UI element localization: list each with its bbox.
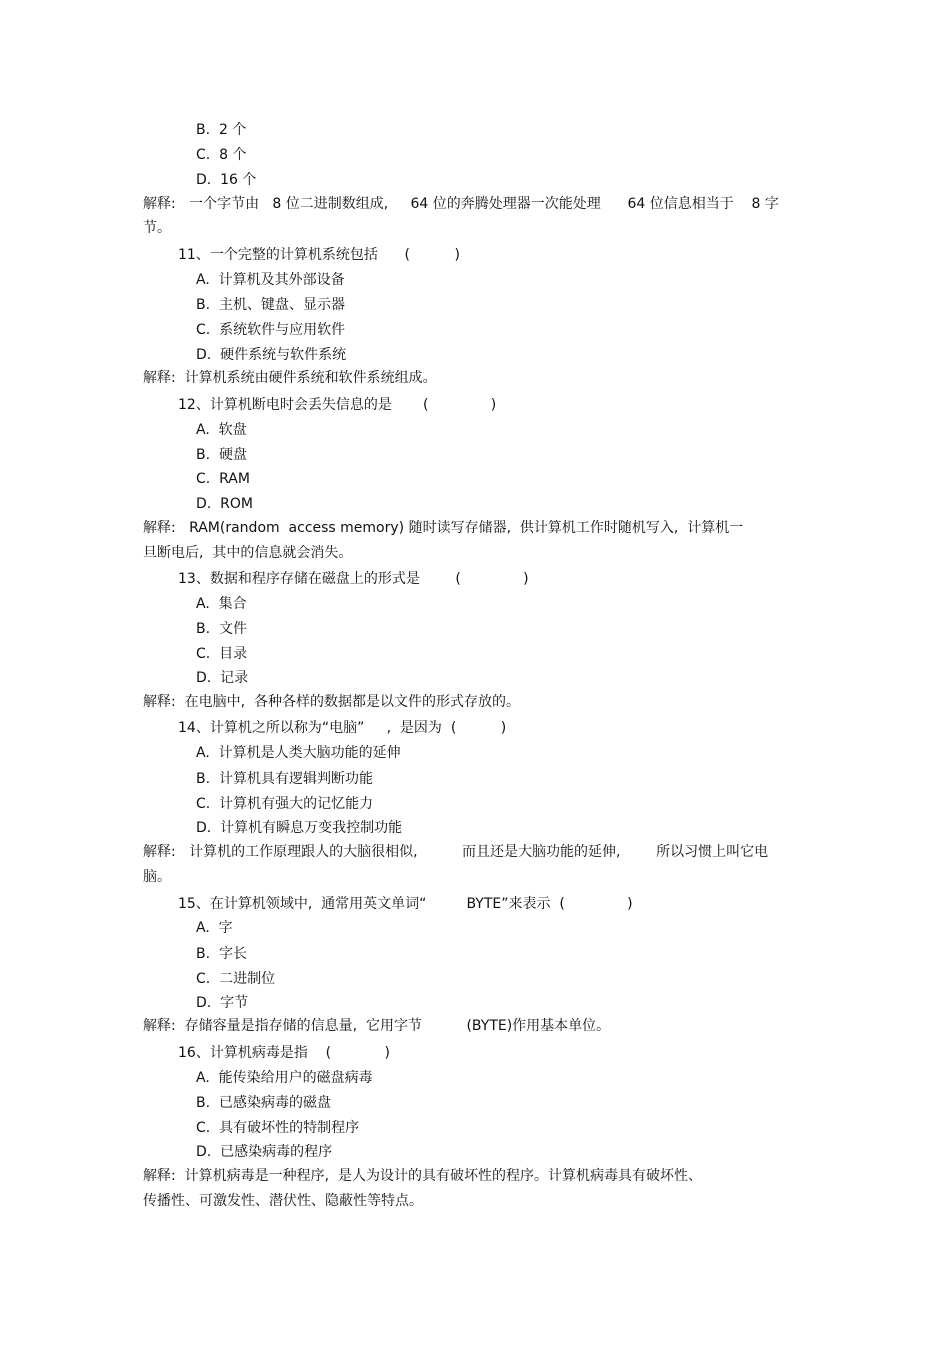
option-line: D. 硬件系统与软件系统	[196, 347, 347, 363]
option-line: D. 记录	[196, 670, 249, 686]
option-line: B. 已感染病毒的磁盘	[196, 1095, 331, 1111]
explanation-line: 解释: 一个字节由 8 位二进制数组成, 64 位的奔腾处理器一次能处理 64 位信息相当于 8 字	[143, 196, 779, 212]
option-line: B. 字长	[196, 946, 247, 962]
option-line: D. ROM	[196, 496, 253, 512]
option-line: C. RAM	[196, 471, 250, 487]
option-line: D. 已感染病毒的程序	[196, 1144, 333, 1160]
option-line: A. 字	[196, 920, 233, 936]
option-line: B. 计算机具有逻辑判断功能	[196, 771, 373, 787]
option-line: C. 二进制位	[196, 971, 276, 987]
option-line: A. 集合	[196, 596, 247, 612]
option-line: A. 计算机是人类大脑功能的延伸	[196, 745, 401, 761]
explanation-line: 脑。	[143, 869, 171, 885]
explanation-line: 解释: RAM(random access memory) 随时读写存储器, 供计算机工作时随机写入, 计算机一	[143, 520, 744, 536]
explanation-line: 传播性、可激发性、潜伏性、隐蔽性等特点。	[143, 1193, 423, 1209]
question-line: 13、数据和程序存储在磁盘上的形式是 ( )	[178, 571, 529, 587]
option-line: C. 具有破坏性的特制程序	[196, 1120, 360, 1136]
option-line: C. 计算机有强大的记忆能力	[196, 796, 374, 812]
option-line: A. 软盘	[196, 422, 247, 438]
explanation-line: 解释: 计算机的工作原理跟人的大脑很相似, 而且还是大脑功能的延伸, 所以习惯上叫它电	[143, 844, 769, 860]
explanation-line: 节。	[143, 220, 171, 236]
option-line: C. 8 个	[196, 147, 247, 163]
question-line: 16、计算机病毒是指 ( )	[178, 1045, 390, 1061]
option-line: A. 计算机及其外部设备	[196, 272, 345, 288]
option-line: B. 文件	[196, 621, 247, 637]
explanation-line: 解释: 在电脑中, 各种各样的数据都是以文件的形式存放的。	[143, 694, 520, 710]
option-line: D. 字节	[196, 995, 249, 1011]
question-line: 11、一个完整的计算机系统包括 ( )	[178, 247, 460, 263]
option-line: D. 计算机有瞬息万变我控制功能	[196, 820, 403, 836]
explanation-line: 旦断电后, 其中的信息就会消失。	[143, 545, 353, 561]
option-line: C. 系统软件与应用软件	[196, 322, 346, 338]
explanation-line: 解释: 计算机病毒是一种程序, 是人为设计的具有破坏性的程序。计算机病毒具有破坏性、	[143, 1168, 702, 1184]
option-line: A. 能传染给用户的磁盘病毒	[196, 1070, 373, 1086]
option-line: C. 目录	[196, 646, 248, 662]
question-line: 12、计算机断电时会丢失信息的是 ( )	[178, 397, 497, 413]
question-line: 14、计算机之所以称为“电脑” , 是因为 ( )	[178, 720, 507, 736]
option-line: B. 硬盘	[196, 447, 247, 463]
explanation-line: 解释: 计算机系统由硬件系统和软件系统组成。	[143, 370, 437, 386]
option-line: B. 2 个	[196, 122, 247, 138]
option-line: D. 16 个	[196, 172, 257, 188]
question-line: 15、在计算机领域中, 通常用英文单词“ BYTE”来表示 ( )	[178, 896, 633, 912]
explanation-line: 解释: 存储容量是指存储的信息量, 它用字节 (BYTE)作用基本单位。	[143, 1018, 611, 1034]
option-line: B. 主机、键盘、显示器	[196, 297, 345, 313]
